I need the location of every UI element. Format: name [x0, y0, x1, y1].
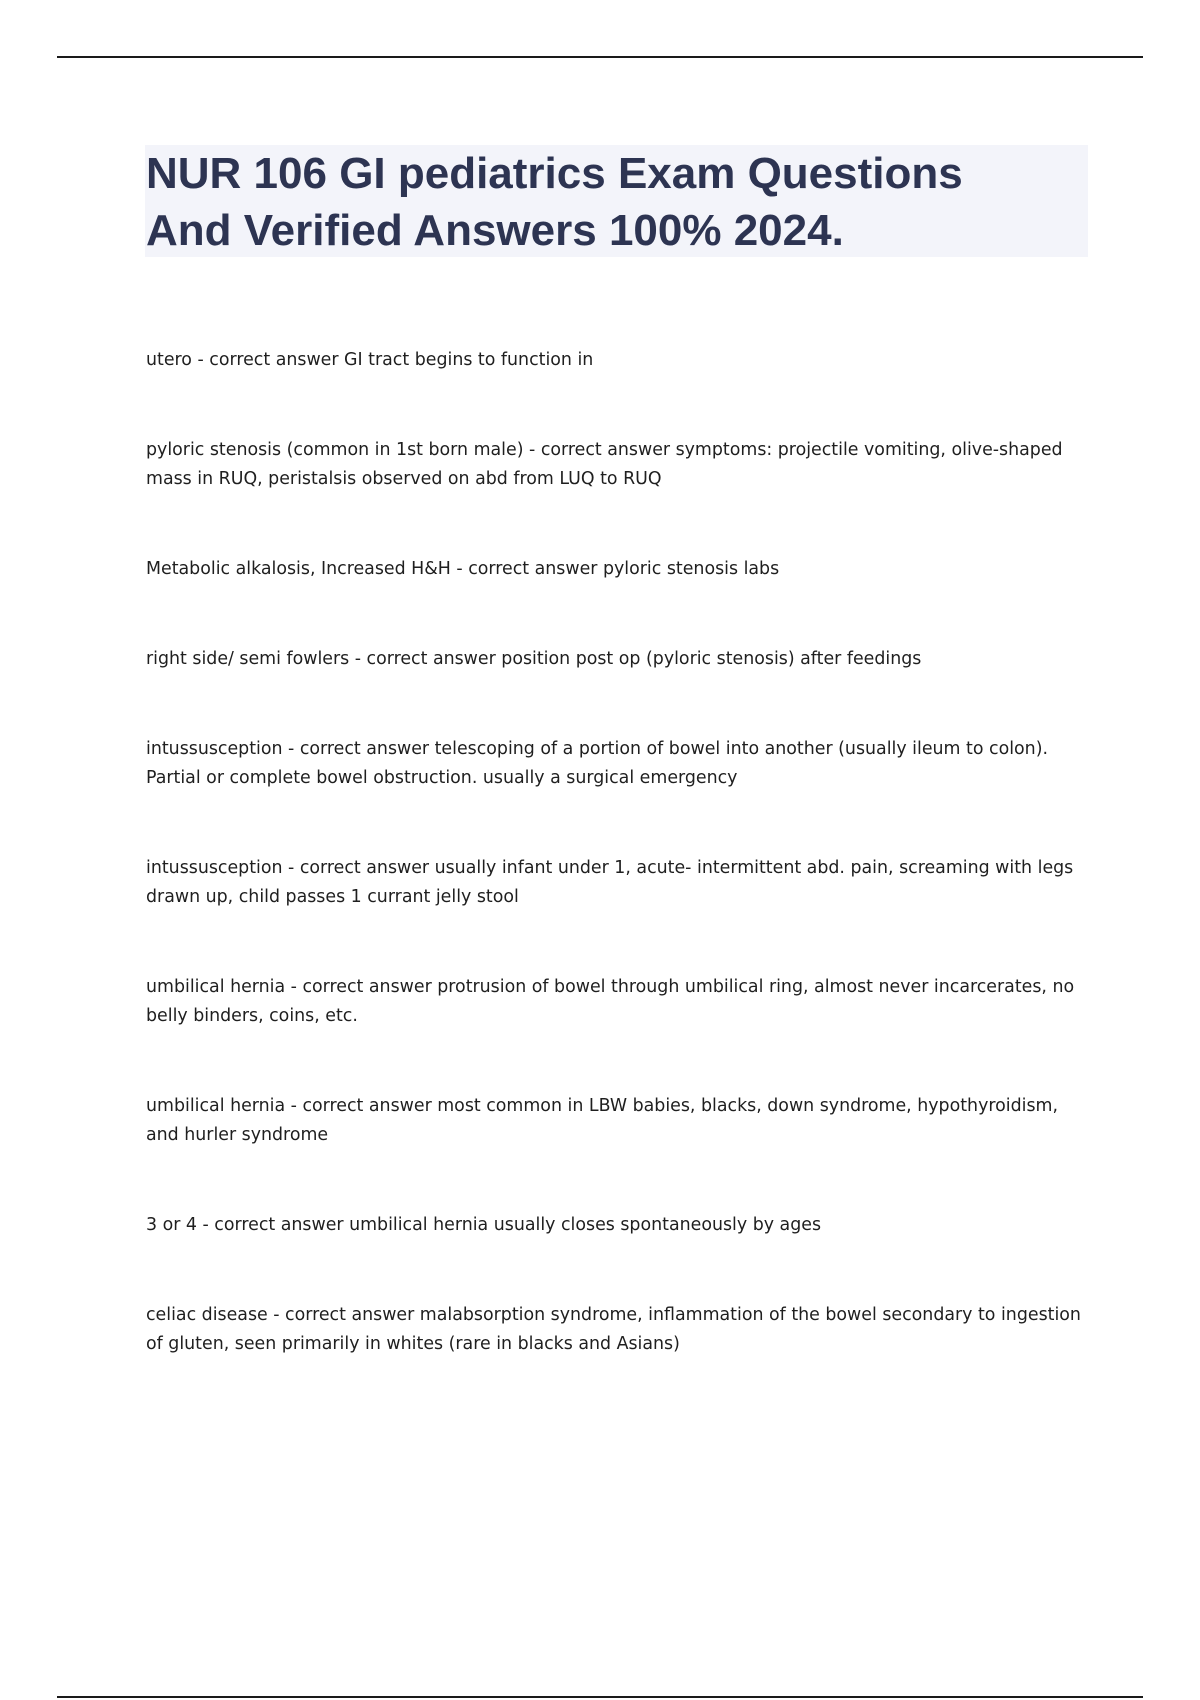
qa-entry: right side/ semi fowlers - correct answer position post op (pyloric stenosis) after feedings — [146, 649, 922, 669]
title-banner — [145, 145, 1088, 257]
qa-entry: Metabolic alkalosis, Increased H&H - correct answer pyloric stenosis labs — [146, 559, 780, 579]
qa-list — [146, 346, 1096, 1420]
document-title — [145, 145, 1088, 259]
qa-entry: umbilical hernia - correct answer protrusion of bowel through umbilical ring, almost never incarcerates, no belly binders, coins, etc. — [146, 977, 1075, 1026]
qa-entry: intussusception - correct answer telescoping of a portion of bowel into another (usually ileum to colon). Partial or complete bowel obstruction. usually a surgical emergency — [146, 739, 1049, 788]
header-rule — [57, 56, 1143, 58]
qa-entry: 3 or 4 - correct answer umbilical hernia usually closes spontaneously by ages — [146, 1215, 822, 1235]
qa-entry: umbilical hernia - correct answer most common in LBW babies, blacks, down syndrome, hypothyroidism, and hurler syndrome — [146, 1096, 1058, 1145]
document-title-line-2: And Verified Answers 100% 2024. — [146, 206, 844, 255]
document-title-line-1: NUR 106 GI pediatrics Exam Questions — [146, 149, 963, 198]
qa-entry: celiac disease - correct answer malabsorption syndrome, inflammation of the bowel secondary to ingestion of gluten, seen primarily in whites (rare in blacks and Asians) — [146, 1305, 1081, 1354]
qa-entry: utero - correct answer GI tract begins to function in — [146, 350, 594, 370]
qa-entry: pyloric stenosis (common in 1st born male) - correct answer symptoms: projectile vomiting, olive-shaped mass in RUQ, peristalsis observed on abd from LUQ to RUQ — [146, 440, 1063, 489]
qa-entry: intussusception - correct answer usually infant under 1, acute- intermittent abd. pain, screaming with legs drawn up, child passes 1 currant jelly stool — [146, 858, 1074, 907]
footer-rule — [57, 1696, 1143, 1698]
